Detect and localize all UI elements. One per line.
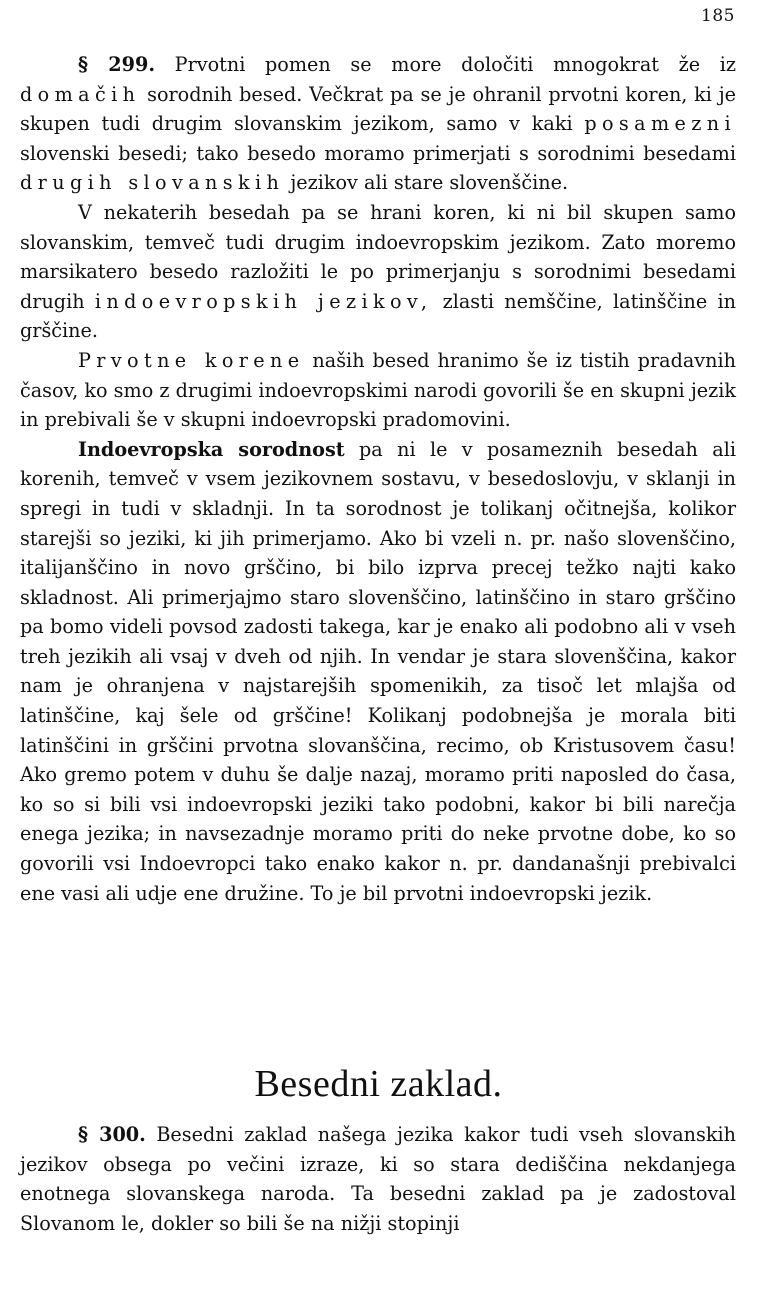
section-heading: Besedni zaklad.: [254, 1063, 503, 1105]
section-mark: § 300.: [78, 1123, 146, 1146]
section-300: [20, 1120, 736, 1238]
paragraph-text: Besedni zaklad našega jezika kakor tudi vseh slovanskih jezikov obsega po večini izraze, ki so stara dediščina nekdanjega enotnega slovanskega naroda. Ta besedni zaklad pa je zadostoval Slovanom le, dokler so bili še na nižji stopinji: [20, 1123, 736, 1235]
paragraph-3: [20, 346, 736, 435]
spaced-emphasis: Prvotne korene: [78, 348, 305, 372]
section-mark: § 299.: [78, 53, 156, 76]
spaced-emphasis: indoevropskih jezikov,: [94, 289, 433, 313]
paragraph-text: pa ni le v posameznih besedah ali korenih, temveč v vsem jezikovnem sostavu, v besedoslovju, v sklanji in spregi in tudi v skladnji. In ta sorodnost je tolikanj očitnejša, kolikor starejši so jeziki, ki jih primerjamo. Ako bi vzeli n. pr. našo slovenščino, italijanščino in novo grščino, bi bilo izprva precej težko najti kako skladnost. Ali primerjajmo staro slovenščino, latinščino in staro grščino pa bomo videli povsod zadosti takega, kar je enako ali podobno ali v vseh treh jezikih ali vsaj v dveh od njih. In vendar je stara slovenščina, kakor nam je ohranjena v najstarejših spomenikih, za tisoč let mlajša od latinščine, kaj šele od grščine! Kolikanj podobnejša je morala biti latinščini in grščini prvotna slovanščina, recimo, ob Kristusovem času! Ako gremo potem v duhu še dalje nazaj, moramo priti naposled do časa, ko so si bili vsi indoevropski jeziki tako podobni, kakor bi bili narečja enega jezika; in navsezadnje moramo priti do neke prvotne dobe, ko so govorili vsi Indoevropci tako enako kakor n. pr. dandanašnji prebivalci ene vasi ali udje ene družine. To je bil prvotni indoevropski jezik.: [20, 437, 736, 905]
page-number: 185: [701, 6, 735, 26]
section-299: [20, 50, 736, 908]
paragraph-text: naših besed hranimo še iz tistih pradavnih časov, ko smo z drugimi indoevropskimi narodi govorili še en skupni jezik in prebivali še v skupni indoevropski pradomovini.: [20, 348, 736, 432]
paragraph-2: [20, 198, 736, 346]
paragraph-text: slovenski besedi; tako besedo moramo primerjati s sorodnimi besedami: [20, 141, 736, 165]
paragraph-text: V nekaterih besedah pa se hrani koren, ki ni bil skupen samo slovanskim, temveč tudi drugim indoevropskim jezikom. Zato moremo marsikatero besedo razložiti le po primerjanju s sorodnimi besedami drugih: [20, 200, 736, 313]
paragraph-1: [20, 50, 736, 198]
paragraph-4: [20, 435, 736, 909]
paragraph-text: sorodnih besed. Večkrat pa se je ohranil prvotni koren, ki je skupen tudi drugim slovanskim jezikom, samo v kaki: [20, 82, 736, 136]
spaced-emphasis: posamezni: [584, 112, 736, 136]
paragraph-text: Prvotni pomen se more določiti mnogokrat že iz: [155, 53, 736, 76]
bold-term: Indoevropska sorodnost: [78, 437, 345, 461]
paragraph-5: [20, 1120, 736, 1238]
paragraph-text: jezikov ali stare slovenščine.: [284, 171, 569, 195]
spaced-emphasis: drugih slovanskih: [20, 171, 285, 195]
spaced-emphasis: domačih: [20, 82, 141, 106]
paragraph-text: zlasti nemščine, latinščine in grščine.: [20, 289, 736, 343]
